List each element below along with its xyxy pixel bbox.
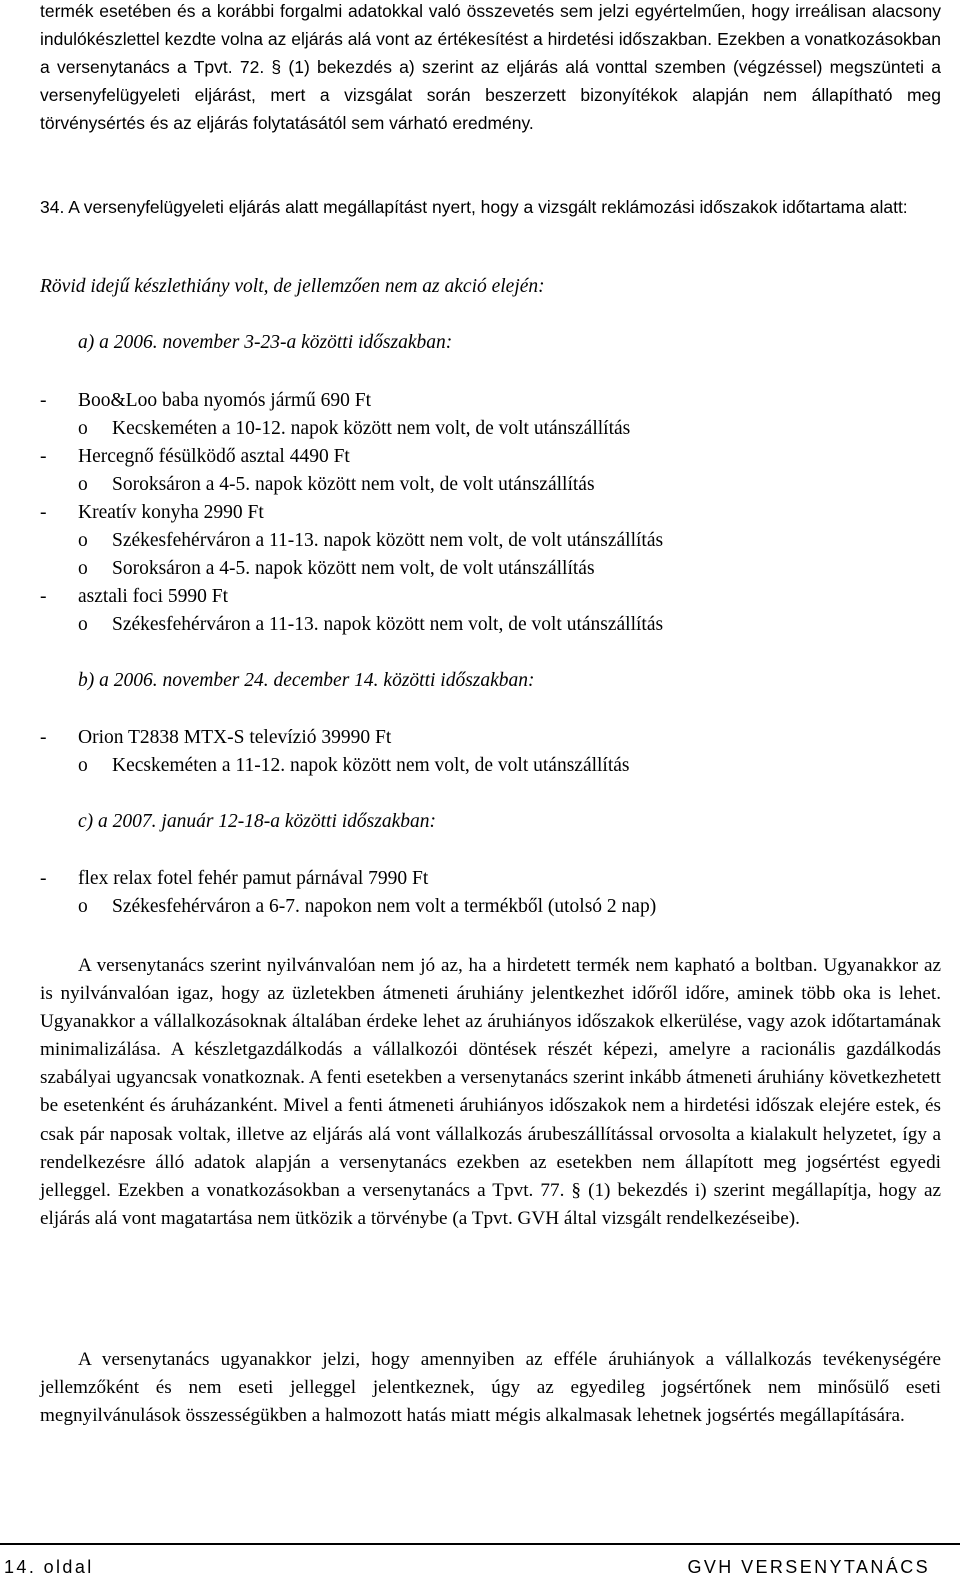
section-a-title: a) a 2006. november 3-23-a közötti időszakban:: [78, 332, 453, 353]
dash-bullet: -: [40, 868, 47, 889]
circle-bullet: o: [78, 474, 88, 495]
sub-list-item-text: Soroksáron a 4-5. napok között nem volt, de volt utánszállítás: [112, 558, 595, 579]
dash-bullet: -: [40, 446, 47, 467]
paragraph-top: termék esetében és a korábbi forgalmi adatokkal való összevetés sem jelzi egyértelműen, hogy irreálisan alacsony indulókészlettel kezdte volna az eljárás alá vont az értékesítést a hirdetési időszakban. Ezekben a vonatkozásokban a versenytanács a Tpvt. 72. § (1) bekezdés a) szerint az eljárás alá vonttal szemben (végzéssel) megszünteti a versenyfelügyeleti eljárást, mert a vizsgálat során beszerzett bizonyítékok alapján nem állapítható meg törvénysértés és az eljárás folytatásától sem várható eredmény.: [40, 1, 941, 134]
circle-bullet: o: [78, 530, 88, 551]
circle-bullet: o: [78, 614, 88, 635]
circle-bullet: o: [78, 896, 88, 917]
paragraph-34: 34. A versenyfelügyeleti eljárás alatt megállapítást nyert, hogy a vizsgált reklámozási időszakok időtartama alatt:: [40, 197, 908, 217]
circle-bullet: o: [78, 418, 88, 439]
paragraph-main: A versenytanács szerint nyilvánvalóan nem jó az, ha a hirdetett termék nem kapható a boltban. Ugyanakkor az is nyilvánvalóan igaz, hogy az üzletekben átmeneti áruhiány jelentkezhet időről időre, aminek több oka is lehet. Ugyanakkor a vállalkozásoknak általában érdeke lehet az áruhiányos időszakok elkerülése, vagy azok időtartamának minimalizálása. A készletgazdálkodás a vállalkozói döntések részét képezi, amelyre a racionális gazdálkodás szabályai ugyancsak vonatkoznak. A fenti esetekben a versenytanács szerint inkább átmeneti áruhiány következhetett be esetenként és áruházanként. Mivel a fenti átmeneti áruhiányos időszakok nem a hirdetési időszak elejére estek, és csak pár naposak voltak, illetve az eljárás alá vont vállalkozás árubeszállítással orvosolta a kialakult helyzetet, így a rendelkezésre álló adatok alapján a versenytanács ezekben az esetekben nem állapított meg jogsértést egyedi jelleggel. Ezekben a vonatkozásokban a versenytanács a Tpvt. 77. § (1) bekezdés i) szerint megállapítja, hogy az eljárás alá vont magatartása nem ütközik a törvénybe (a Tpvt. GVH által vizsgált rendelkezéseibe).: [40, 955, 941, 1229]
section-b-title: b) a 2006. november 24. december 14. közötti időszakban:: [78, 670, 535, 691]
list-item-text: Hercegnő fésülködő asztal 4490 Ft: [78, 446, 350, 467]
circle-bullet: o: [78, 755, 88, 776]
subheading: Rövid idejű készlethiány volt, de jellemzően nem az akció elején:: [40, 276, 545, 297]
list-item-text: Kreatív konyha 2990 Ft: [78, 502, 264, 523]
sub-list-item-text: Soroksáron a 4-5. napok között nem volt, de volt utánszállítás: [112, 474, 595, 495]
sub-list-item-text: Székesfehérváron a 11-13. napok között nem volt, de volt utánszállítás: [112, 530, 664, 551]
sub-list-item-text: Kecskeméten a 10-12. napok között nem volt, de volt utánszállítás: [112, 418, 631, 439]
list-item-text: asztali foci 5990 Ft: [78, 586, 229, 607]
list-item-text: flex relax fotel fehér pamut párnával 7990 Ft: [78, 868, 429, 889]
circle-bullet: o: [78, 558, 88, 579]
list-item-text: Orion T2838 MTX-S televízió 39990 Ft: [78, 727, 392, 748]
paragraph-last: A versenytanács ugyanakkor jelzi, hogy amennyiben az efféle áruhiányok a vállalkozás tevékenységére jellemzőként és nem eseti jelleggel jelentkeznek, úgy az egyedileg jogsértőnek nem minősülő eseti megnyilvánulások összességükben a halmozott hatás miatt mégis alkalmasak lehetnek jogsértés megállapítására.: [40, 1349, 941, 1427]
section-c-title: c) a 2007. január 12-18-a közötti időszakban:: [78, 811, 437, 832]
dash-bullet: -: [40, 390, 47, 411]
footer-page-number: 14. oldal: [4, 1557, 94, 1577]
footer-divider: [0, 1543, 960, 1545]
list-item-text: Boo&Loo baba nyomós jármű 690 Ft: [78, 390, 372, 411]
dash-bullet: -: [40, 727, 47, 748]
dash-bullet: -: [40, 502, 47, 523]
sub-list-item-text: Székesfehérváron a 11-13. napok között nem volt, de volt utánszállítás: [112, 614, 664, 635]
dash-bullet: -: [40, 586, 47, 607]
sub-list-item-text: Kecskeméten a 11-12. napok között nem volt, de volt utánszállítás: [112, 755, 630, 776]
sub-list-item-text: Székesfehérváron a 6-7. napokon nem volt a termékből (utolsó 2 nap): [112, 896, 657, 917]
footer-organization: GVH VERSENYTANÁCS: [687, 1557, 930, 1577]
